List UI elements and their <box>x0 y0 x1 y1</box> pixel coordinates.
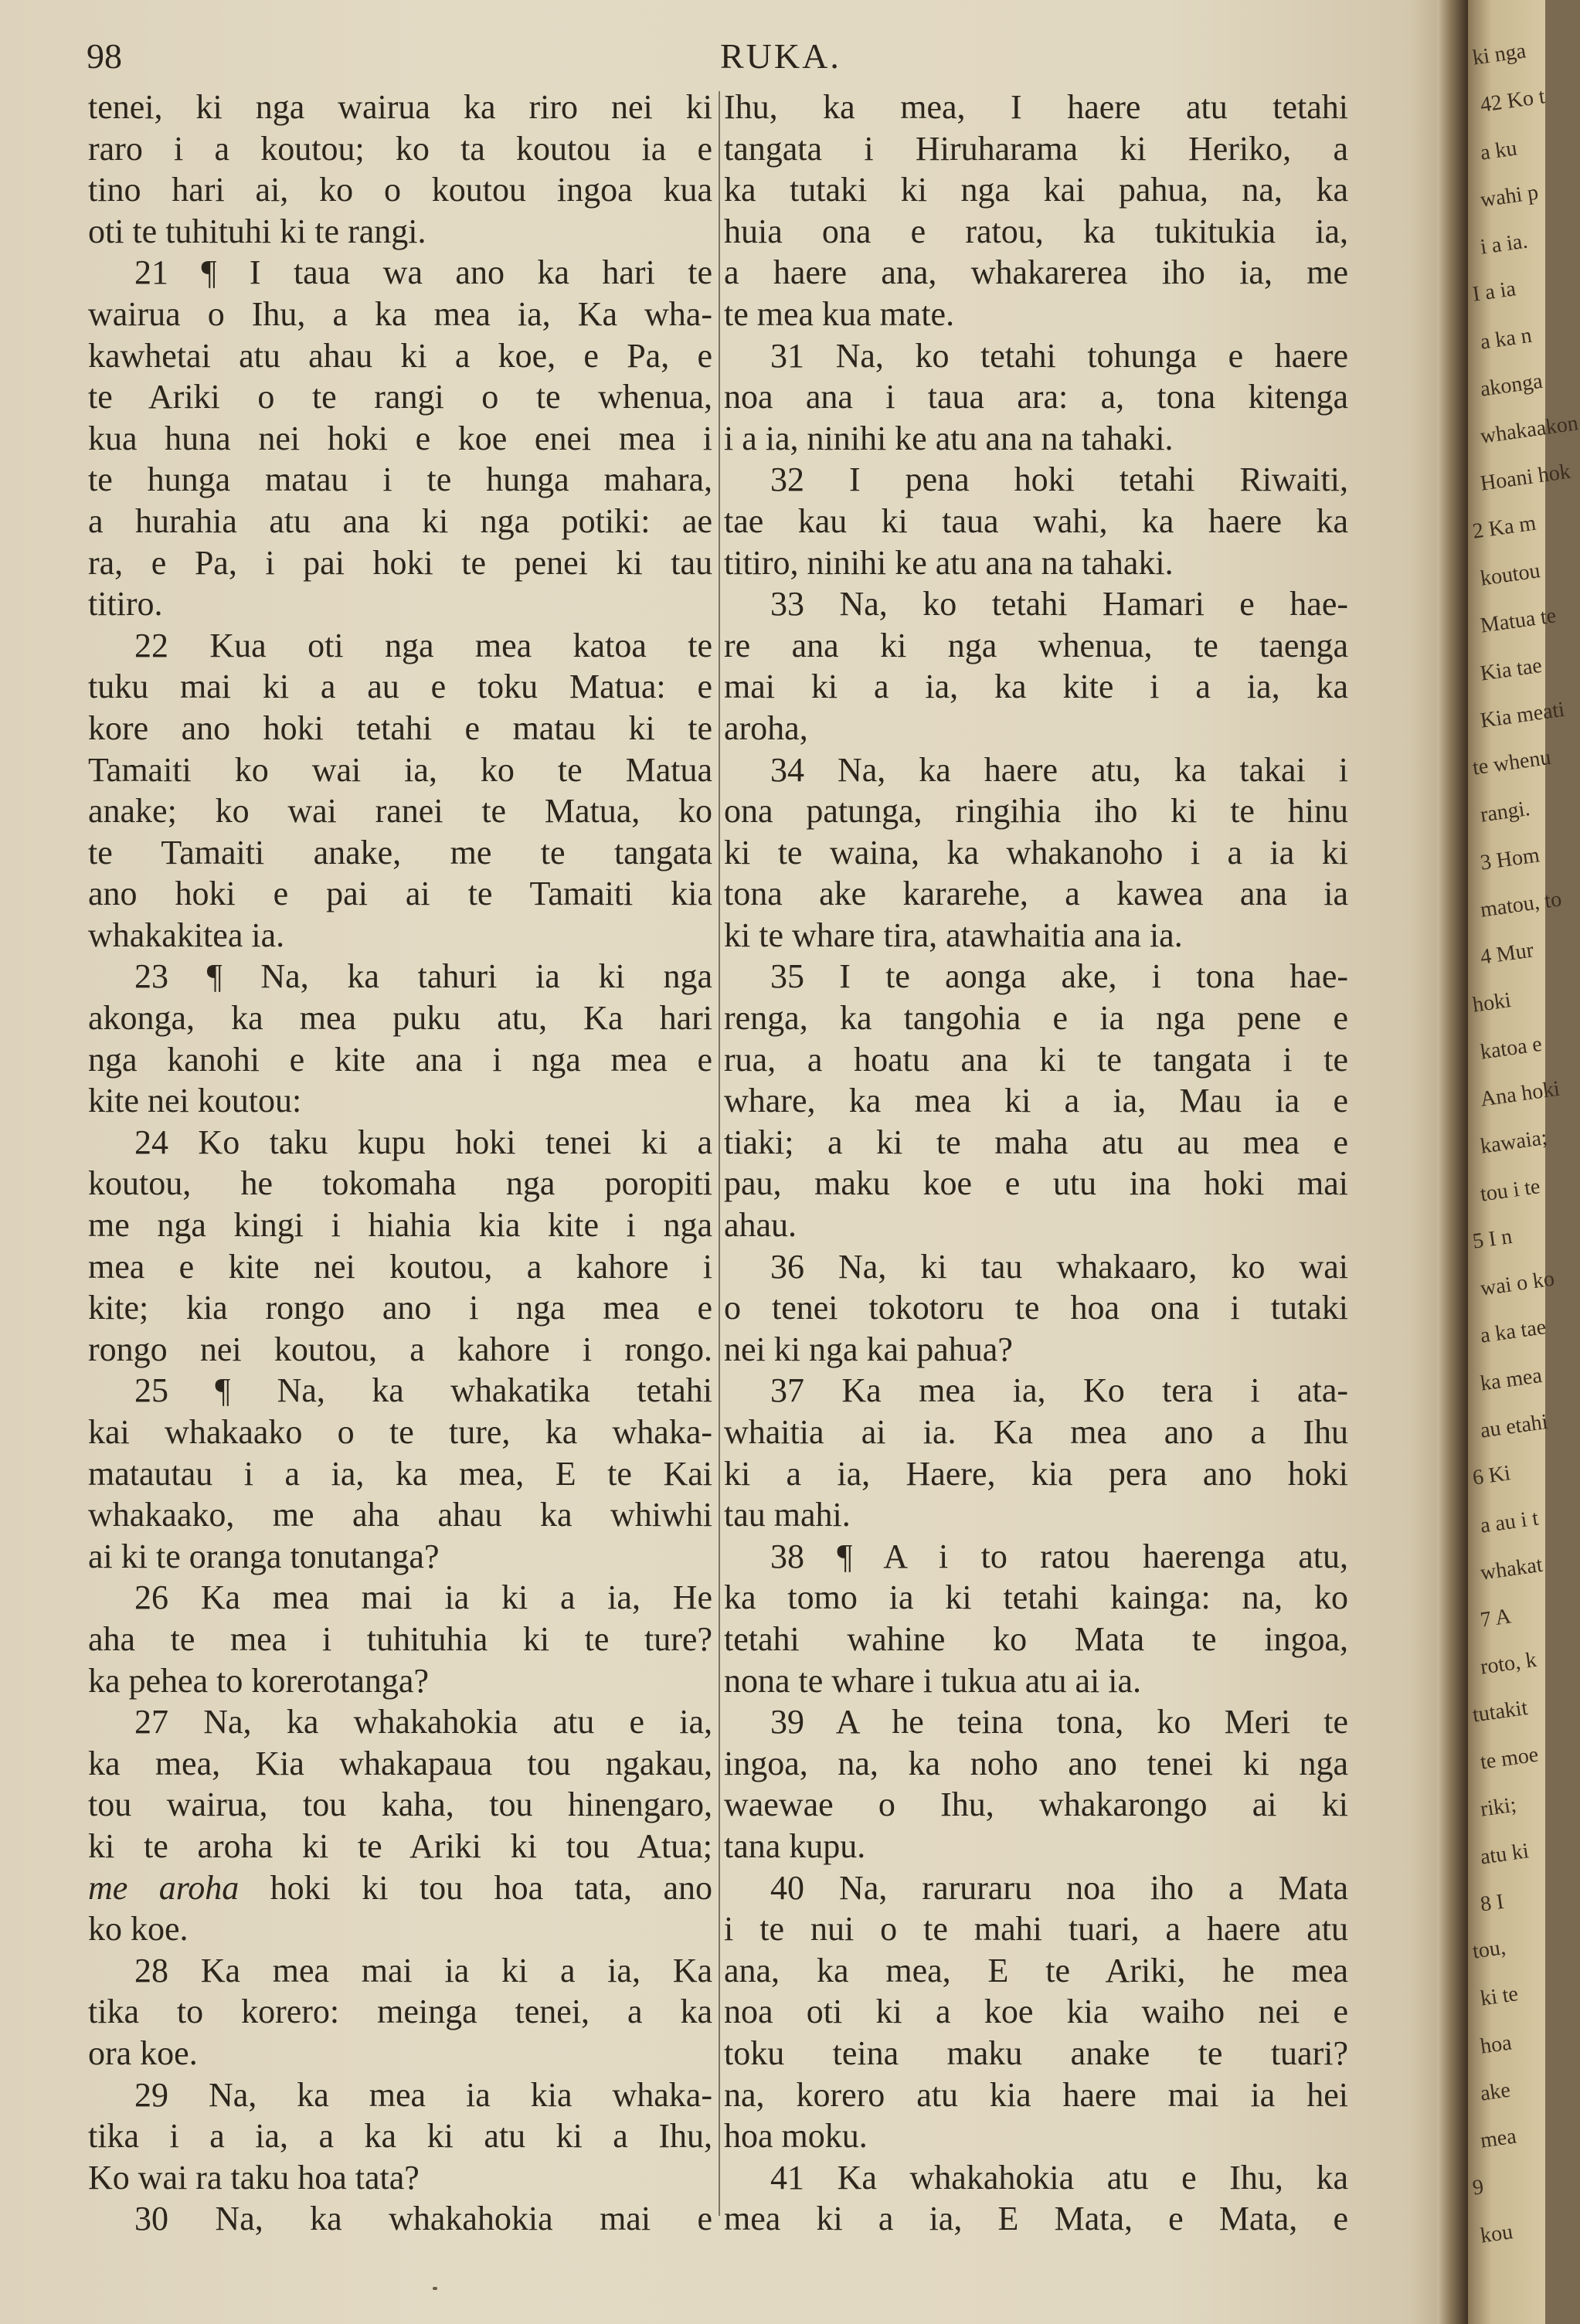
left-column-line: ra, e Pa, i pai hoki te penei ki tau <box>88 543 712 582</box>
left-column-line: ano hoki e pai ai te Tamaiti kia <box>88 875 712 913</box>
facing-page-fragment: 3 Hom <box>1479 842 1541 875</box>
left-column-line: kore ano hoki tetahi e matau ki te <box>88 708 712 747</box>
facing-page-fragment: a au i t <box>1479 1506 1541 1538</box>
right-column-line: pau, maku koe e utu ina hoki mai <box>724 1164 1348 1203</box>
right-column-line: 32 I pena hoki tetahi Riwaiti, <box>770 460 1348 499</box>
facing-page-fragment: au etahi <box>1479 1409 1550 1443</box>
right-column-line: ingoa, na, ka noho ano tenei ki nga <box>724 1744 1348 1782</box>
right-column-line: o tenei tokotoru te hoa ona i tutaki <box>724 1289 1348 1327</box>
right-column-line: 31 Na, ko tetahi tohunga e haere <box>770 336 1348 375</box>
right-column-line: 38 ¶ A i to ratou haerenga atu, <box>770 1537 1348 1575</box>
right-column-line: 35 I te aonga ake, i tona hae- <box>770 957 1348 996</box>
right-text-column <box>724 87 1348 2240</box>
right-column-line: ki te whare tira, atawhaitia ana ia. <box>724 916 1183 954</box>
left-column-line: 27 Na, ka whakahokia atu e ia, <box>134 1703 712 1741</box>
left-column-line: nga kanohi e kite ana i nga mea e <box>88 1040 712 1079</box>
facing-page-fragment: Hoani hok <box>1479 460 1572 497</box>
left-column-line: whakaako, me aha ahau ka whiwhi <box>88 1496 712 1534</box>
left-column-line: kawhetai atu ahau ki a koe, e Pa, e <box>88 336 712 375</box>
facing-page-fragment: tutakit <box>1471 1695 1530 1728</box>
facing-page-fragment: Kia meati <box>1479 697 1566 733</box>
facing-page-fragment: katoa e <box>1479 1031 1544 1065</box>
right-column-line: te mea kua mate. <box>724 294 955 333</box>
facing-page-fragment: rangi. <box>1479 797 1532 828</box>
right-column-line: ki a ia, Haere, kia pera ano hoki <box>724 1454 1348 1493</box>
right-column-line: i a ia, ninihi ke atu ana na tahaki. <box>724 419 1174 457</box>
right-column-line: hoa moku. <box>724 2117 868 2156</box>
left-column-line: aha te mea i tuhituhia ki te ture? <box>88 1619 712 1658</box>
right-column-line: titiro, ninihi ke atu ana na tahaki. <box>724 543 1174 582</box>
facing-page-fragment: I a ia <box>1471 277 1517 307</box>
facing-page-fragment: Kia tae <box>1479 653 1544 686</box>
left-column-line: ora koe. <box>88 2034 198 2072</box>
left-column-line: tou wairua, tou kaha, tou hinengaro, <box>88 1785 712 1824</box>
left-column-line: 21 ¶ I taua wa ano ka hari te <box>134 253 712 292</box>
right-column-line: 36 Na, ki tau whakaaro, ko wai <box>770 1247 1348 1286</box>
left-column-line: 22 Kua oti nga mea katoa te <box>134 626 712 664</box>
facing-page-fragment: a ka tae <box>1479 1315 1548 1349</box>
italic-emphasis: me aroha <box>88 1868 240 1907</box>
right-column-line: a haere ana, whakarerea iho ia, me <box>724 253 1348 292</box>
right-column-line: huia ona e ratou, ka tukitukia ia, <box>724 212 1348 250</box>
facing-page-fragment: tou i te <box>1479 1174 1542 1207</box>
left-column-line: 29 Na, ka mea ia kia whaka- <box>134 2075 712 2114</box>
right-column-line: rua, a hoatu ana ki te tangata i te <box>724 1040 1348 1079</box>
left-column-line: titiro. <box>88 585 163 623</box>
facing-page-fragment: roto, k <box>1479 1648 1538 1680</box>
facing-page-fragment: a ka n <box>1479 323 1534 355</box>
facing-page-fragment: atu ki <box>1479 1838 1531 1870</box>
right-column-line: na, korero atu kia haere mai ia hei <box>724 2075 1348 2114</box>
right-column-line: toku teina maku anake te tuari? <box>724 2034 1348 2072</box>
right-column-line: noa oti ki a koe kia waiho nei e <box>724 1993 1348 2031</box>
left-column-line: 25 ¶ Na, ka whakatika tetahi <box>134 1371 712 1410</box>
facing-page-fragment: 7 A <box>1479 1604 1513 1633</box>
right-column-line: tangata i Hiruharama ki Heriko, a <box>724 129 1348 168</box>
right-column-line: nei ki nga kai pahua? <box>724 1330 1013 1368</box>
left-column-line: me nga kingi i hiahia kia kite i nga <box>88 1206 712 1245</box>
right-column-line: tana kupu. <box>724 1826 866 1865</box>
left-column-line: te Tamaiti anake, me te tangata <box>88 833 712 872</box>
left-column-line: tino hari ai, ko o koutou ingoa kua <box>88 171 712 209</box>
right-column-line: aroha, <box>724 708 808 747</box>
left-text-column <box>88 87 712 2240</box>
right-column-line: tae kau ki taua wahi, ka haere ka <box>724 501 1348 540</box>
left-column-line: 24 Ko taku kupu hoki tenei ki a <box>134 1123 712 1161</box>
left-column-line: anake; ko wai ranei te Matua, ko <box>88 792 712 831</box>
facing-page-fragment: whakaakon <box>1479 411 1580 449</box>
facing-page-fragment: Matua te <box>1479 603 1558 639</box>
right-column-line: Ihu, ka mea, I haere atu tetahi <box>724 88 1348 126</box>
right-column-line: re ana ki nga whenua, te taenga <box>724 626 1348 664</box>
facing-page-fragment: kawaia; <box>1479 1126 1549 1160</box>
left-column-line: raro i a koutou; ko ta koutou ia e <box>88 129 712 168</box>
column-divider <box>719 91 720 2216</box>
right-column-line: ahau. <box>724 1206 797 1245</box>
facing-page-fragment: koutou <box>1479 559 1542 591</box>
left-column-line: tuku mai ki a au e toku Matua: e <box>88 668 712 706</box>
right-column-line: ka tomo ia ki tetahi kainga: na, ko <box>724 1578 1348 1617</box>
facing-page-fragment: 9 <box>1471 2175 1486 2201</box>
left-column-line: ai ki te oranga tonutanga? <box>88 1537 440 1575</box>
facing-page-fragment: te moe <box>1479 1742 1541 1775</box>
right-column-line: waewae o Ihu, whakarongo ai ki <box>724 1785 1348 1824</box>
page-header <box>87 36 1446 82</box>
facing-page-fragment: 5 I n <box>1471 1224 1514 1254</box>
left-column-line: mea e kite nei koutou, a kahore i <box>88 1247 712 1286</box>
right-column-line: i te nui o te mahi tuari, a haere atu <box>724 1910 1348 1949</box>
paper-speck <box>433 2287 437 2290</box>
left-column-line: matautau i a ia, ka mea, E te Kai <box>88 1454 712 1493</box>
left-column-line: kite nei koutou: <box>88 1082 302 1120</box>
facing-page-fragment: akonga <box>1479 369 1544 402</box>
facing-page-fragment: riki; <box>1479 1792 1518 1822</box>
right-column-line: mea ki a ia, E Mata, e Mata, e <box>724 2200 1348 2238</box>
right-column-line: 37 Ka mea ia, Ko tera i ata- <box>770 1371 1348 1410</box>
left-column-line: tenei, ki nga wairua ka riro nei ki <box>88 88 712 126</box>
facing-page-fragment: a ku <box>1479 135 1519 165</box>
running-title: RUKA. <box>720 36 841 76</box>
right-column-line: tona ake kararehe, a kawea ana ia <box>724 875 1348 913</box>
right-column-line: 39 A he teina tona, ko Meri te <box>770 1703 1348 1741</box>
facing-page-fragment: 2 Ka m <box>1471 511 1538 544</box>
left-column-line: oti te tuhituhi ki te rangi. <box>88 212 426 250</box>
facing-page-fragment: 6 Ki <box>1471 1461 1512 1490</box>
facing-page-fragment: ka mea <box>1479 1363 1544 1396</box>
left-column-line: me aroha hoki ki tou hoa tata, ano <box>88 1868 712 1907</box>
facing-page-fragment: kou <box>1479 2219 1514 2248</box>
facing-page-fragment: hoa <box>1479 2030 1514 2059</box>
right-column-line: ana, ka mea, E te Ariki, he mea <box>724 1951 1348 1989</box>
right-column-line: 41 Ka whakahokia atu e Ihu, ka <box>770 2158 1348 2197</box>
left-column-line: te hunga matau i te hunga mahara, <box>88 460 712 499</box>
left-column-line: tika i a ia, a ka ki atu ki a Ihu, <box>88 2117 712 2156</box>
left-column-line: ka pehea to korerotanga? <box>88 1661 429 1700</box>
left-column-line: Ko wai ra taku hoa tata? <box>88 2158 420 2197</box>
right-column-line: nona te whare i tukua atu ai ia. <box>724 1661 1142 1700</box>
facing-page-fragment: whakat <box>1479 1552 1544 1585</box>
page-number: 98 <box>87 36 122 76</box>
book-gutter <box>1437 0 1468 2324</box>
left-column-line: ka mea, Kia whakapaua tou ngakau, <box>88 1744 712 1782</box>
facing-page-fragment: 4 Mur <box>1479 938 1535 970</box>
left-column-line: kite; kia rongo ano i nga mea e <box>88 1289 712 1327</box>
facing-page-fragment: hoki <box>1471 987 1513 1018</box>
facing-page-edge <box>1468 0 1580 2324</box>
left-column-line: ko koe. <box>88 1910 189 1949</box>
left-column-line: te Ariki o te rangi o te whenua, <box>88 378 712 416</box>
facing-page-fragment: matou, to <box>1479 887 1564 922</box>
right-column-line: tetahi wahine ko Mata te ingoa, <box>724 1619 1348 1658</box>
facing-page-fragment: ake <box>1479 2078 1512 2106</box>
right-column-line: 33 Na, ko tetahi Hamari e hae- <box>770 585 1348 623</box>
facing-page-fragment: tou, <box>1471 1935 1507 1964</box>
right-column-line: 34 Na, ka haere atu, ka takai i <box>770 750 1348 789</box>
facing-page-fragment: i a ia. <box>1479 229 1530 260</box>
facing-page-fragment: Ana hoki <box>1479 1076 1561 1112</box>
left-column-line: kua huna nei hoki e koe enei mea i <box>88 419 712 457</box>
right-column-line: 40 Na, raruraru noa iho a Mata <box>770 1868 1348 1907</box>
right-column-line: ona patunga, ringihia iho ki te hinu <box>724 792 1348 831</box>
facing-page-fragment: ki nga <box>1471 39 1527 70</box>
left-column-line: tika to korero: meinga tenei, a ka <box>88 1993 712 2031</box>
left-column-line: 30 Na, ka whakahokia mai e <box>134 2200 712 2238</box>
left-column-line: kai whakaako o te ture, ka whaka- <box>88 1413 712 1451</box>
left-column-line: ki te aroha ki te Ariki ki tou Atua; <box>88 1826 712 1865</box>
left-column-line: a hurahia atu ana ki nga potiki: ae <box>88 501 712 540</box>
left-column-line: 26 Ka mea mai ia ki a ia, He <box>134 1578 712 1617</box>
right-column-line: tau mahi. <box>724 1496 851 1534</box>
right-column-line: noa ana i taua ara: a, tona kitenga <box>724 378 1348 416</box>
right-column-line: ki te waina, ka whakanoho i a ia ki <box>724 833 1348 872</box>
left-column-line: koutou, he tokomaha nga poropiti <box>88 1164 712 1203</box>
left-column-line: akonga, ka mea puku atu, Ka hari <box>88 999 712 1038</box>
left-column-line: Tamaiti ko wai ia, ko te Matua <box>88 750 712 789</box>
facing-page-fragment: wai o ko <box>1479 1266 1556 1301</box>
left-column-line: whakakitea ia. <box>88 916 285 954</box>
right-column-line: whare, ka mea ki a ia, Mau ia e <box>724 1082 1348 1120</box>
facing-page-fragment: 8 I <box>1479 1889 1506 1917</box>
facing-page-fragment: te whenu <box>1471 745 1553 780</box>
right-column-line: renga, ka tangohia e ia nga pene e <box>724 999 1348 1038</box>
facing-page-fragment: mea <box>1479 2124 1518 2153</box>
right-column-line: mai ki a ia, ka kite i a ia, ka <box>724 668 1348 706</box>
right-column-line: whaitia ai ia. Ka mea ano a Ihu <box>724 1413 1348 1451</box>
right-column-line: ka tutaki ki nga kai pahua, na, ka <box>724 171 1348 209</box>
left-column-line: 23 ¶ Na, ka tahuri ia ki nga <box>134 957 712 996</box>
facing-page-fragment: ki te <box>1479 1982 1520 2012</box>
right-column-line: tiaki; a ki te maha atu au mea e <box>724 1123 1348 1161</box>
left-column-line: rongo nei koutou, a kahore i rongo. <box>88 1330 712 1368</box>
left-column-line: 28 Ka mea mai ia ki a ia, Ka <box>134 1951 712 1989</box>
facing-page-fragment: 42 Ko t <box>1479 84 1547 117</box>
facing-page-fragment: wahi p <box>1479 180 1541 212</box>
left-column-line: wairua o Ihu, a ka mea ia, Ka wha- <box>88 294 712 333</box>
